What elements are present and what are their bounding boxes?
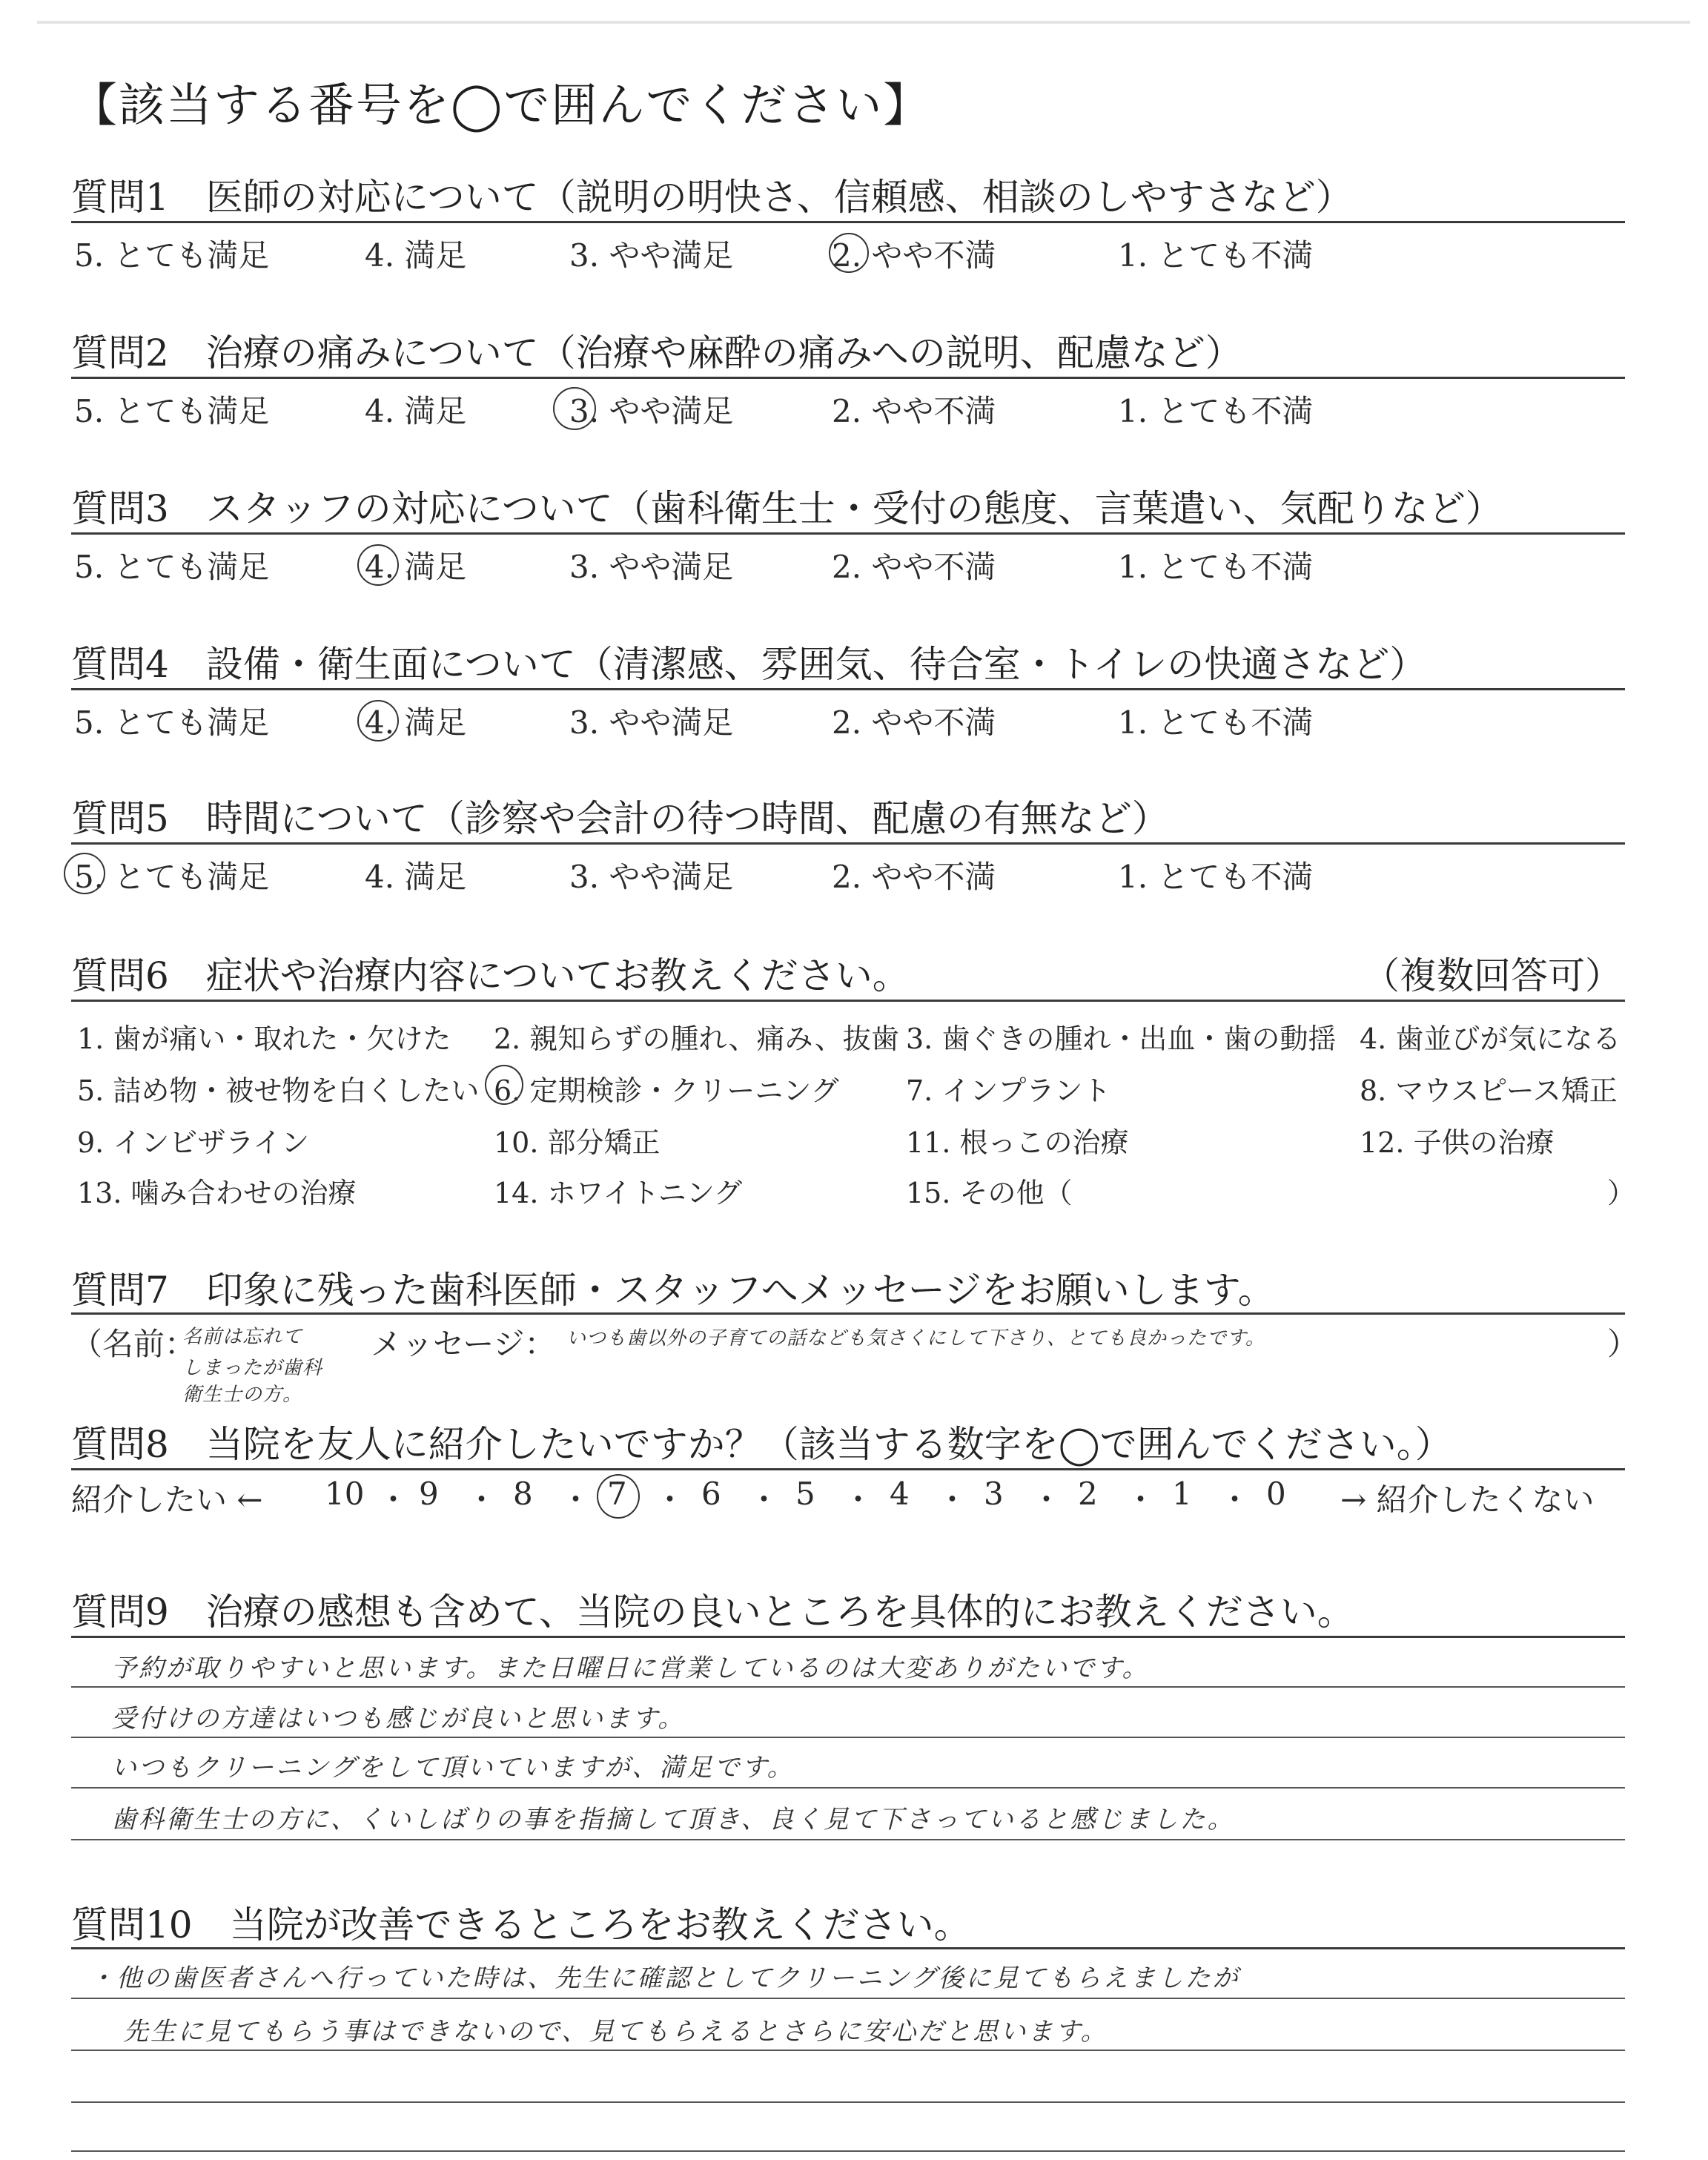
- q8-scale-10[interactable]: 10: [325, 1476, 365, 1512]
- q5-title: 質問5 時間について（診察や会計の待つ時間、配慮の有無など）: [71, 797, 1169, 840]
- q3-opt-2[interactable]: 2. やや不満: [832, 549, 996, 585]
- q8-right-label: → 紹介したくない: [1340, 1482, 1595, 1518]
- q7-title: 質問7 印象に残った歯科医師・スタッフへメッセージをお願いします。: [71, 1269, 1275, 1312]
- q5-opt-5[interactable]: 5. とても満足: [74, 859, 270, 895]
- q8-scale-8[interactable]: 8: [513, 1476, 533, 1512]
- q2-opt-1[interactable]: 1. とても不満: [1118, 393, 1314, 429]
- q1-opt-3[interactable]: 3. やや満足: [569, 237, 734, 274]
- q2-opt-3[interactable]: 3. やや満足: [569, 393, 734, 429]
- q7-name-line-1: 名前は忘れて: [182, 1326, 303, 1348]
- q6-title: 質問6 症状や治療内容についてお教えください。: [71, 954, 910, 997]
- q8-left-label: 紹介したい ←: [71, 1482, 263, 1518]
- q6-item-3[interactable]: 3. 歯ぐきの腫れ・出血・歯の動揺: [906, 1023, 1337, 1055]
- q8-scale-2[interactable]: 2: [1078, 1476, 1098, 1512]
- q6-item-12[interactable]: 12. 子供の治療: [1360, 1126, 1555, 1159]
- q7-name-line-3: 衛生士の方。: [182, 1384, 303, 1406]
- q7-message-label: メッセージ：: [371, 1326, 556, 1362]
- q6-item-9[interactable]: 9. インビザライン: [77, 1126, 310, 1159]
- q4-opt-4[interactable]: 4. 満足: [365, 704, 467, 741]
- q4-opt-5[interactable]: 5. とても満足: [74, 704, 270, 741]
- q3-opt-1[interactable]: 1. とても不満: [1118, 549, 1314, 585]
- q3-rule: [71, 532, 1625, 535]
- q9-title: 質問9 治療の感想も含めて、当院の良いところを具体的にお教えください。: [71, 1591, 1354, 1634]
- q10-answer-1: ・他の歯医者さんへ行っていた時は、先生に確認としてクリーニング後に見てもらえましたが: [89, 1964, 1240, 1993]
- q4-rule: [71, 688, 1625, 690]
- q7-close-paren: ）: [1607, 1326, 1639, 1362]
- q8-rule: [71, 1468, 1625, 1470]
- q8-scale-9[interactable]: 9: [419, 1476, 439, 1512]
- q8-scale-4[interactable]: 4: [890, 1476, 910, 1512]
- q1-opt-4[interactable]: 4. 満足: [365, 237, 467, 274]
- q8-scale-separator: ・: [842, 1482, 874, 1518]
- q6-item-8[interactable]: 8. マウスピース矯正: [1360, 1074, 1618, 1107]
- q8-scale-1[interactable]: 1: [1172, 1476, 1192, 1512]
- q10-rule-0: [71, 1947, 1625, 1949]
- q7-name-line-2: しまったが歯科: [182, 1357, 323, 1379]
- q3-opt-3[interactable]: 3. やや満足: [569, 549, 734, 585]
- q8-scale-separator: ・: [1030, 1482, 1062, 1518]
- scan-edge: [37, 21, 1690, 24]
- q1-title: 質問1 医師の対応について（説明の明快さ、信頼感、相談のしやすさなど）: [71, 176, 1353, 219]
- q8-scale-separator: ・: [1219, 1482, 1251, 1518]
- q7-rule: [71, 1312, 1625, 1315]
- q9-answer-2: 受付けの方達はいつも感じが良いと思います。: [111, 1704, 686, 1734]
- q10-answer-2: 先生に見てもらう事はできないので、見てもらえるとさらに安心だと思います。: [123, 2017, 1108, 2047]
- q6-item-6[interactable]: 6. 定期検診・クリーニング: [494, 1074, 839, 1107]
- q2-rule: [71, 377, 1625, 379]
- q7-message-text: いつも歯以外の子育ての話なども気さくにして下さり、とても良かったです。: [566, 1327, 1265, 1350]
- q6-item-2[interactable]: 2. 親知らずの腫れ、痛み、抜歯: [494, 1023, 899, 1055]
- q10-rule-3: [71, 2101, 1625, 2103]
- q2-opt-5[interactable]: 5. とても満足: [74, 393, 270, 429]
- q2-selection-circle: [553, 387, 596, 430]
- q9-rule-2: [71, 1737, 1625, 1738]
- q9-rule-1: [71, 1686, 1625, 1688]
- q3-opt-4[interactable]: 4. 満足: [365, 549, 467, 585]
- q1-opt-2[interactable]: 2. やや不満: [832, 237, 996, 274]
- q5-opt-4[interactable]: 4. 満足: [365, 859, 467, 895]
- q6-item-7[interactable]: 7. インプラント: [906, 1074, 1111, 1107]
- q6-item-4[interactable]: 4. 歯並びが気になる: [1360, 1023, 1621, 1055]
- q6-other-close: ）: [1607, 1177, 1636, 1209]
- q5-selection-circle: [64, 853, 105, 894]
- q1-opt-5[interactable]: 5. とても満足: [74, 237, 270, 274]
- q8-scale-5[interactable]: 5: [795, 1476, 815, 1512]
- q5-opt-3[interactable]: 3. やや満足: [569, 859, 734, 895]
- q3-selection-circle: [357, 544, 399, 586]
- q9-answer-3: いつもクリーニングをして頂いていますが、満足です。: [111, 1753, 795, 1783]
- q9-rule-3: [71, 1787, 1625, 1789]
- q2-title: 質問2 治療の痛みについて（治療や麻酔の痛みへの説明、配慮など）: [71, 331, 1242, 374]
- q8-scale-separator: ・: [377, 1482, 409, 1518]
- q9-rule-0: [71, 1636, 1625, 1638]
- q10-title: 質問10 当院が改善できるところをお教えください。: [71, 1903, 971, 1946]
- q8-scale-separator: ・: [748, 1482, 780, 1518]
- q1-opt-1[interactable]: 1. とても不満: [1118, 237, 1314, 274]
- q6-item-1[interactable]: 1. 歯が痛い・取れた・欠けた: [77, 1023, 451, 1055]
- page-header: 【該当する番号を◯で囲んでください】: [71, 78, 931, 132]
- q4-opt-1[interactable]: 1. とても不満: [1118, 704, 1314, 741]
- q8-scale-6[interactable]: 6: [701, 1476, 721, 1512]
- q10-rule-4: [71, 2150, 1625, 2152]
- q1-selection-circle: [829, 233, 869, 273]
- q5-rule: [71, 842, 1625, 845]
- q6-rule: [71, 1000, 1625, 1002]
- q5-opt-2[interactable]: 2. やや不満: [832, 859, 996, 895]
- q6-item-5[interactable]: 5. 詰め物・被せ物を白くしたい: [77, 1074, 480, 1107]
- q6-item-10[interactable]: 10. 部分矯正: [494, 1126, 661, 1159]
- q8-scale-separator: ・: [560, 1482, 592, 1518]
- q8-scale-separator: ・: [466, 1482, 497, 1518]
- q2-opt-2[interactable]: 2. やや不満: [832, 393, 996, 429]
- q8-scale-separator: ・: [936, 1482, 968, 1518]
- q6-selection-circle: [485, 1065, 523, 1105]
- q4-title: 質問4 設備・衛生面について（清潔感、雰囲気、待合室・トイレの快適さなど）: [71, 643, 1427, 686]
- q8-title: 質問8 当院を友人に紹介したいですか？（該当する数字を◯で囲んでください。）: [71, 1423, 1452, 1466]
- q6-item-13[interactable]: 13. 噛み合わせの治療: [77, 1177, 357, 1209]
- q6-multiple-note: （複数回答可）: [1363, 954, 1622, 997]
- q1-rule: [71, 221, 1625, 223]
- q7-name-label: （名前：: [71, 1326, 196, 1362]
- q2-opt-4[interactable]: 4. 満足: [365, 393, 467, 429]
- q6-item-14[interactable]: 14. ホワイトニング: [494, 1177, 743, 1209]
- q4-selection-circle: [357, 700, 399, 742]
- q9-rule-4: [71, 1839, 1625, 1840]
- q8-scale-separator: ・: [654, 1482, 686, 1518]
- q6-item-11[interactable]: 11. 根っこの治療: [906, 1126, 1129, 1159]
- q3-title: 質問3 スタッフの対応について（歯科衛生士・受付の態度、言葉遣い、気配りなど）: [71, 487, 1503, 530]
- q10-rule-1: [71, 1998, 1625, 1999]
- q9-answer-1: 予約が取りやすいと思います。また日曜日に営業しているのは大変ありがたいです。: [111, 1654, 1150, 1683]
- q6-item-15[interactable]: 15. その他（: [906, 1177, 1073, 1209]
- q8-scale-0[interactable]: 0: [1266, 1476, 1286, 1512]
- q4-opt-3[interactable]: 3. やや満足: [569, 704, 734, 741]
- q10-rule-2: [71, 2050, 1625, 2051]
- q8-scale-separator: ・: [1125, 1482, 1156, 1518]
- q3-opt-5[interactable]: 5. とても満足: [74, 549, 270, 585]
- q5-opt-1[interactable]: 1. とても不満: [1118, 859, 1314, 895]
- q8-selection-circle: [597, 1474, 640, 1519]
- q8-scale-3[interactable]: 3: [984, 1476, 1004, 1512]
- q9-answer-4: 歯科衛生士の方に、くいしばりの事を指摘して頂き、良く見て下さっていると感じました。: [111, 1805, 1235, 1834]
- q8-scale-7[interactable]: 7: [607, 1476, 627, 1512]
- q4-opt-2[interactable]: 2. やや不満: [832, 704, 996, 741]
